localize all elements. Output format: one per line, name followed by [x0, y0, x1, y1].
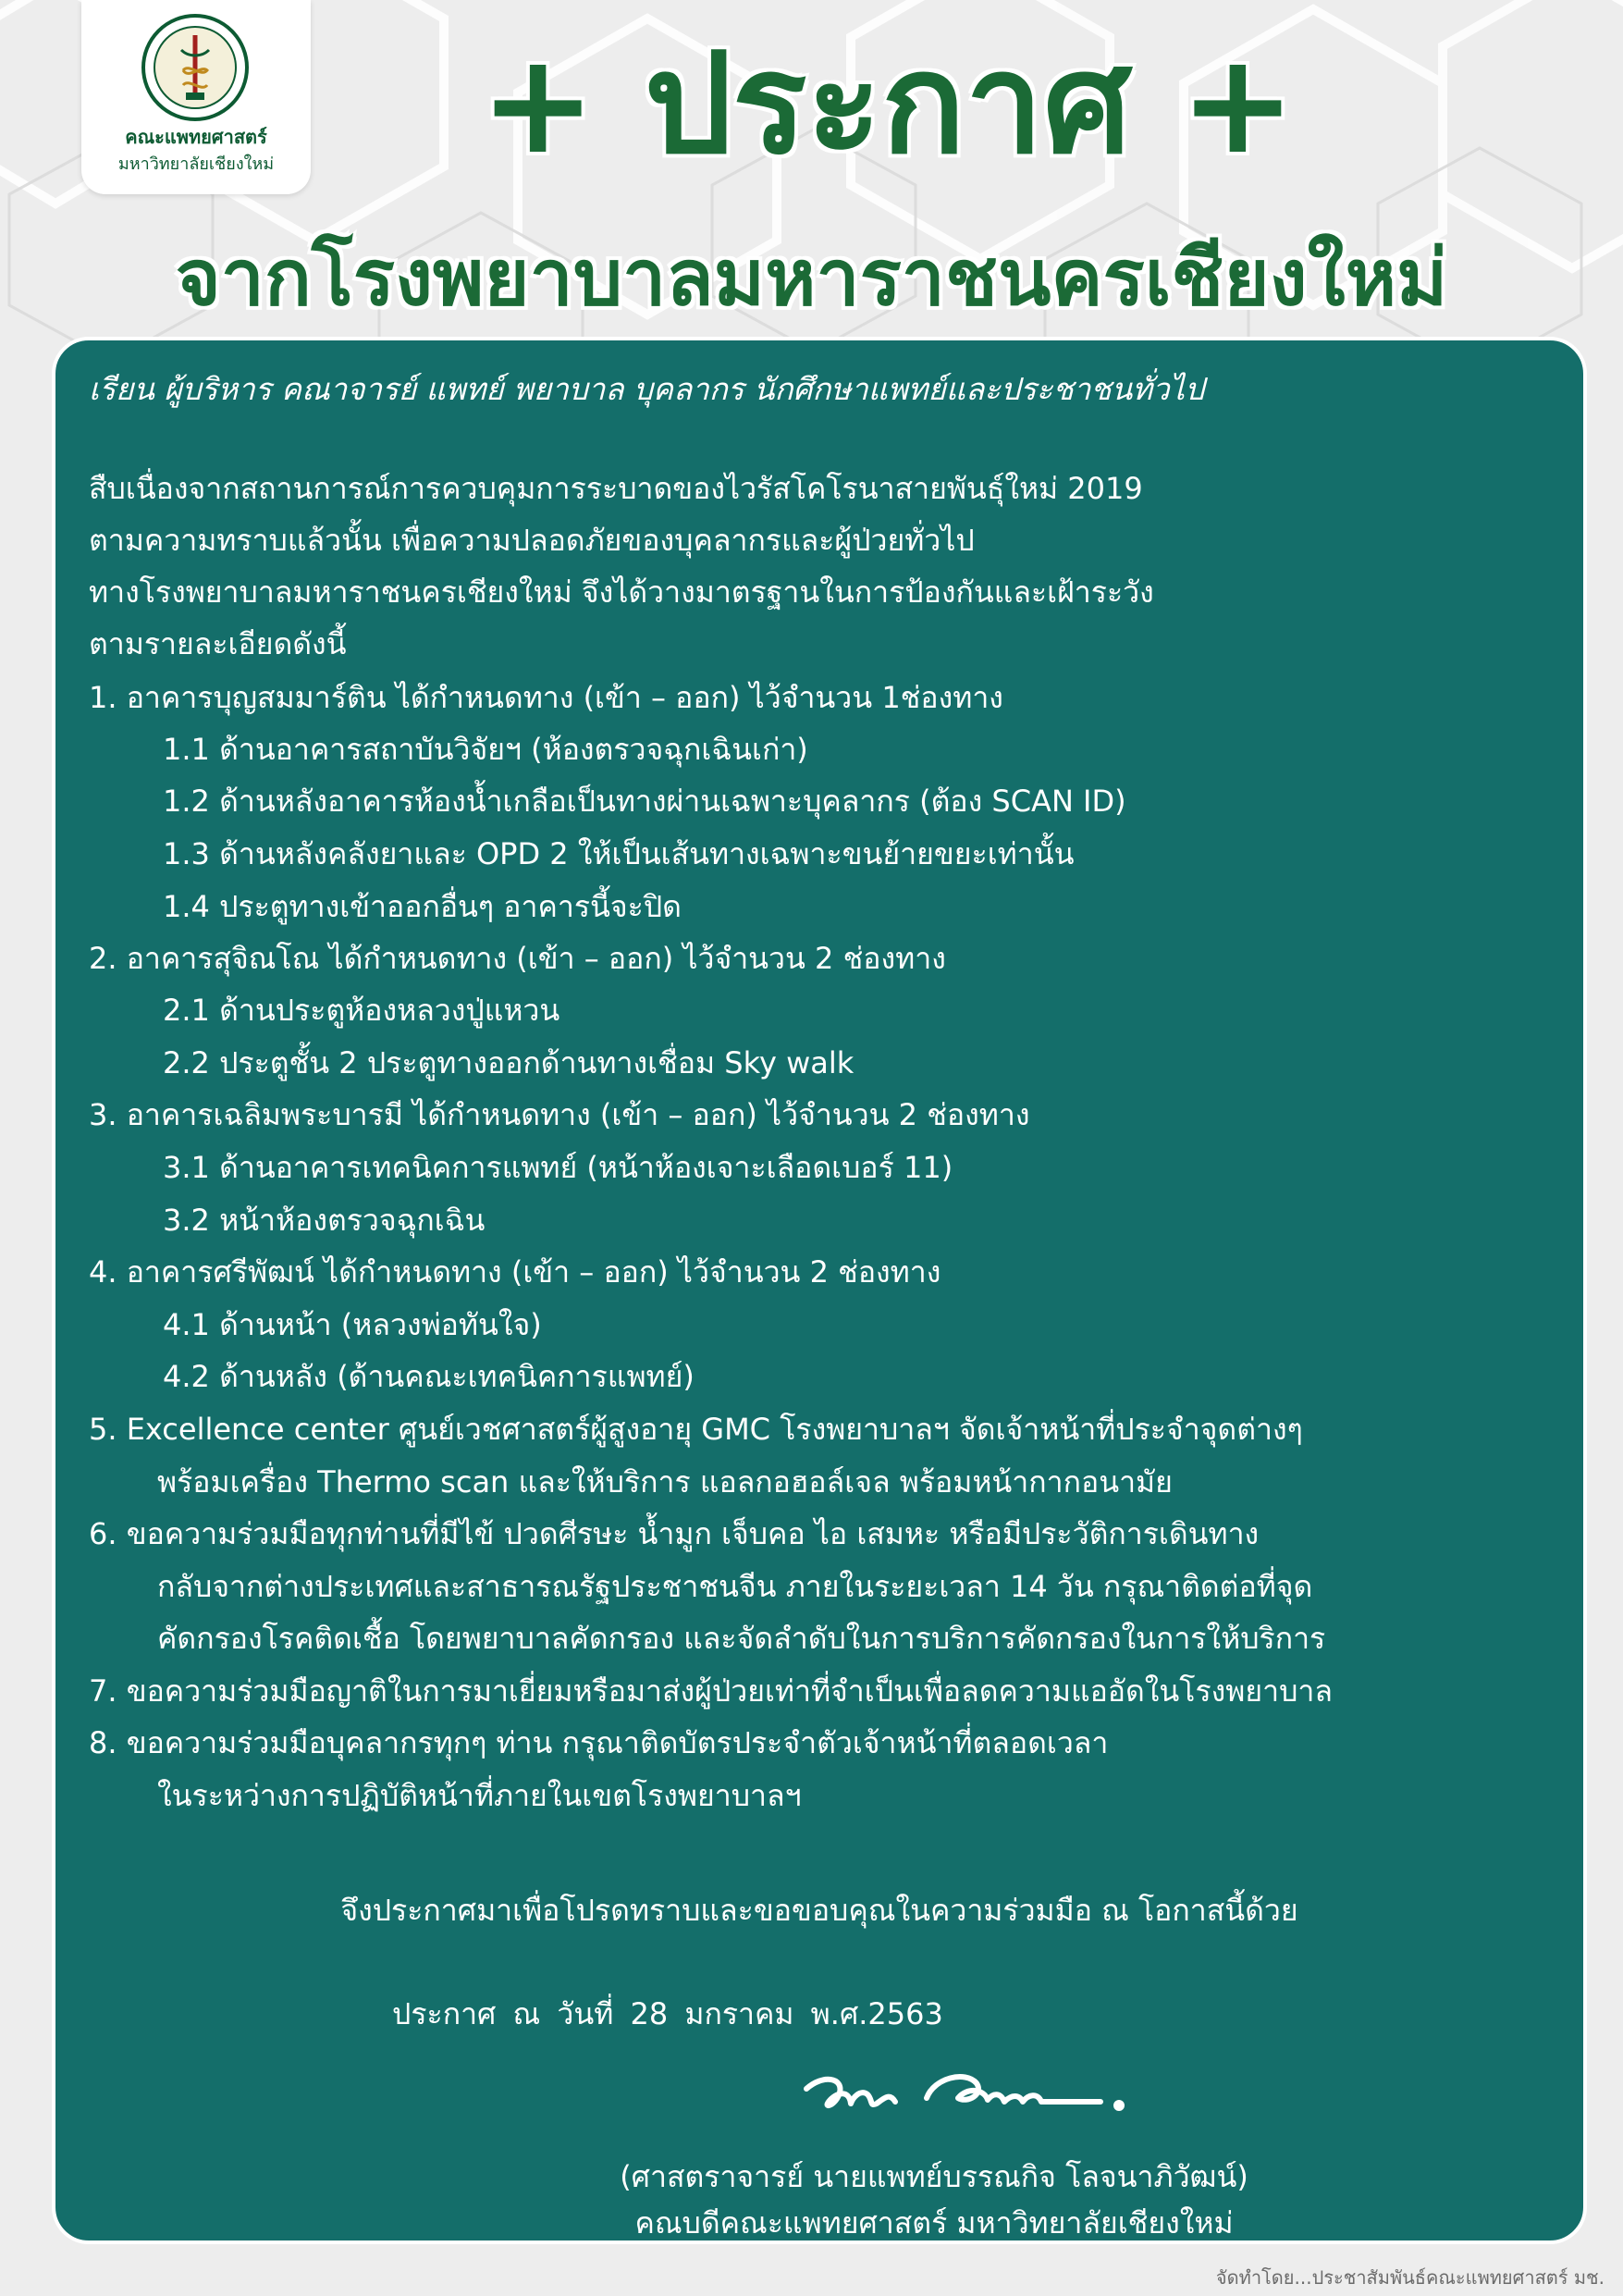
- list-item: 7. ขอความร่วมมือญาติในการมาเยี่ยมหรือมาส่งผู้ป่วยเท่าที่จำเป็นเพื่อลดความแออัดในโรงพยาบาล: [89, 1673, 1333, 1709]
- list-item: 2.2 ประตูชั้น 2 ประตูทางออกด้านทางเชื่อม Sky walk: [163, 1045, 855, 1080]
- announcement-subtitle: จากโรงพยาบาลมหาราชนครเชียงใหม่: [175, 232, 1448, 323]
- list-item: 1.1 ด้านอาคารสถาบันวิจัยฯ (ห้องตรวจฉุกเฉินเก่า): [163, 732, 808, 767]
- announcement-title: + ประกาศ +: [479, 24, 1297, 185]
- list-item: พร้อมเครื่อง Thermo scan และให้บริการ แอลกอฮอล์เจล พร้อมหน้ากากอนามัย: [157, 1464, 1173, 1500]
- intro-line: สืบเนื่องจากสถานการณ์การควบคุมการระบาดของไวรัสโคโรนาสายพันธุ์ใหม่ 2019: [89, 471, 1143, 506]
- footer-credit: จัดทำโดย...ประชาสัมพันธ์คณะแพทยศาสตร์ มช.: [1215, 2266, 1605, 2289]
- list-item: 1. อาคารบุญสมมาร์ติน ได้กำหนดทาง (เข้า – ออก) ไว้จำนวน 1ช่องทาง: [89, 680, 1003, 715]
- handwritten-signature: [795, 2061, 1202, 2135]
- list-item: กลับจากต่างประเทศและสาธารณรัฐประชาชนจีน ภายในระยะเวลา 14 วัน กรุณาติดต่อที่จุด: [157, 1569, 1313, 1604]
- intro-line: ตามรายละเอียดดังนี้: [89, 626, 347, 661]
- closing-statement: จึงประกาศมาเพื่อโปรดทราบและขอขอบคุณในความร่วมมือ ณ โอกาสนี้ด้วย: [340, 1893, 1298, 1928]
- list-item: 4.1 ด้านหน้า (หลวงพ่อทันใจ): [163, 1307, 542, 1342]
- faculty-logo-card: [81, 0, 311, 194]
- list-item: 4. อาคารศรีพัฒน์ ได้กำหนดทาง (เข้า – ออก) ไว้จำนวน 2 ช่องทาง: [89, 1254, 941, 1290]
- list-item: 6. ขอความร่วมมือทุกท่านที่มีไข้ ปวดศีรษะ น้ำมูก เจ็บคอ ไอ เสมหะ หรือมีประวัติการเดินทาง: [89, 1516, 1260, 1551]
- announcement-date: ประกาศ ณ วันที่ 28 มกราคม พ.ศ.2563: [392, 1996, 943, 2031]
- list-item: 8. ขอความร่วมมือบุคลากรทุกๆ ท่าน กรุณาติดบัตรประจำตัวเจ้าหน้าที่ตลอดเวลา: [89, 1725, 1109, 1760]
- list-item: คัดกรองโรคติดเชื้อ โดยพยาบาลคัดกรอง และจัดลำดับในการบริการคัดกรองในการให้บริการ: [157, 1621, 1326, 1656]
- faculty-name-line2: มหาวิทยาลัยเชียงใหม่: [117, 154, 275, 174]
- list-item: ในระหว่างการปฏิบัติหน้าที่ภายในเขตโรงพยาบาลฯ: [157, 1778, 802, 1813]
- signer-name: (ศาสตราจารย์ นายแพทย์บรรณกิจ โลจนาภิวัฒน์): [620, 2159, 1248, 2194]
- list-item: 2.1 ด้านประตูห้องหลวงปู่แหวน: [163, 993, 560, 1028]
- faculty-name-line1: คณะแพทยศาสตร์: [125, 126, 267, 148]
- salutation: เรียน ผู้บริหาร คณาจารย์ แพทย์ พยาบาล บุคลากร นักศึกษาแพทย์และประชาชนทั่วไป: [89, 371, 1205, 407]
- list-item: 3.2 หน้าห้องตรวจฉุกเฉิน: [163, 1203, 486, 1238]
- faculty-seal-icon: [141, 13, 250, 122]
- list-item: 2. อาคารสุจิณโณ ได้กำหนดทาง (เข้า – ออก) ไว้จำนวน 2 ช่องทาง: [89, 941, 946, 976]
- list-item: 1.3 ด้านหลังคลังยาและ OPD 2 ให้เป็นเส้นทางเฉพาะขนย้ายขยะเท่านั้น: [163, 836, 1075, 871]
- list-item: 3. อาคารเฉลิมพระบารมี ได้กำหนดทาง (เข้า – ออก) ไว้จำนวน 2 ช่องทาง: [89, 1097, 1030, 1132]
- list-item: 5. Excellence center ศูนย์เวชศาสตร์ผู้สูงอายุ GMC โรงพยาบาลฯ จัดเจ้าหน้าที่ประจำจุดต่างๆ: [89, 1412, 1303, 1447]
- announcement-panel: [52, 337, 1587, 2244]
- intro-line: ตามความทราบแล้วนั้น เพื่อความปลอดภัยของบุคลากรและผู้ป่วยทั่วไป: [89, 523, 975, 558]
- list-item: 1.2 ด้านหลังอาคารห้องน้ำเกลือเป็นทางผ่านเฉพาะบุคลากร (ต้อง SCAN ID): [163, 784, 1126, 819]
- list-item: 4.2 ด้านหลัง (ด้านคณะเทคนิคการแพทย์): [163, 1359, 695, 1394]
- list-item: 1.4 ประตูทางเข้าออกอื่นๆ อาคารนี้จะปิด: [163, 889, 682, 924]
- list-item: 3.1 ด้านอาคารเทคนิคการแพทย์ (หน้าห้องเจาะเลือดเบอร์ 11): [163, 1150, 953, 1185]
- intro-line: ทางโรงพยาบาลมหาราชนครเชียงใหม่ จึงได้วางมาตรฐานในการป้องกันและเฝ้าระวัง: [89, 574, 1154, 610]
- signer-title: คณบดีคณะแพทยศาสตร์ มหาวิทยาลัยเชียงใหม่: [634, 2205, 1234, 2240]
